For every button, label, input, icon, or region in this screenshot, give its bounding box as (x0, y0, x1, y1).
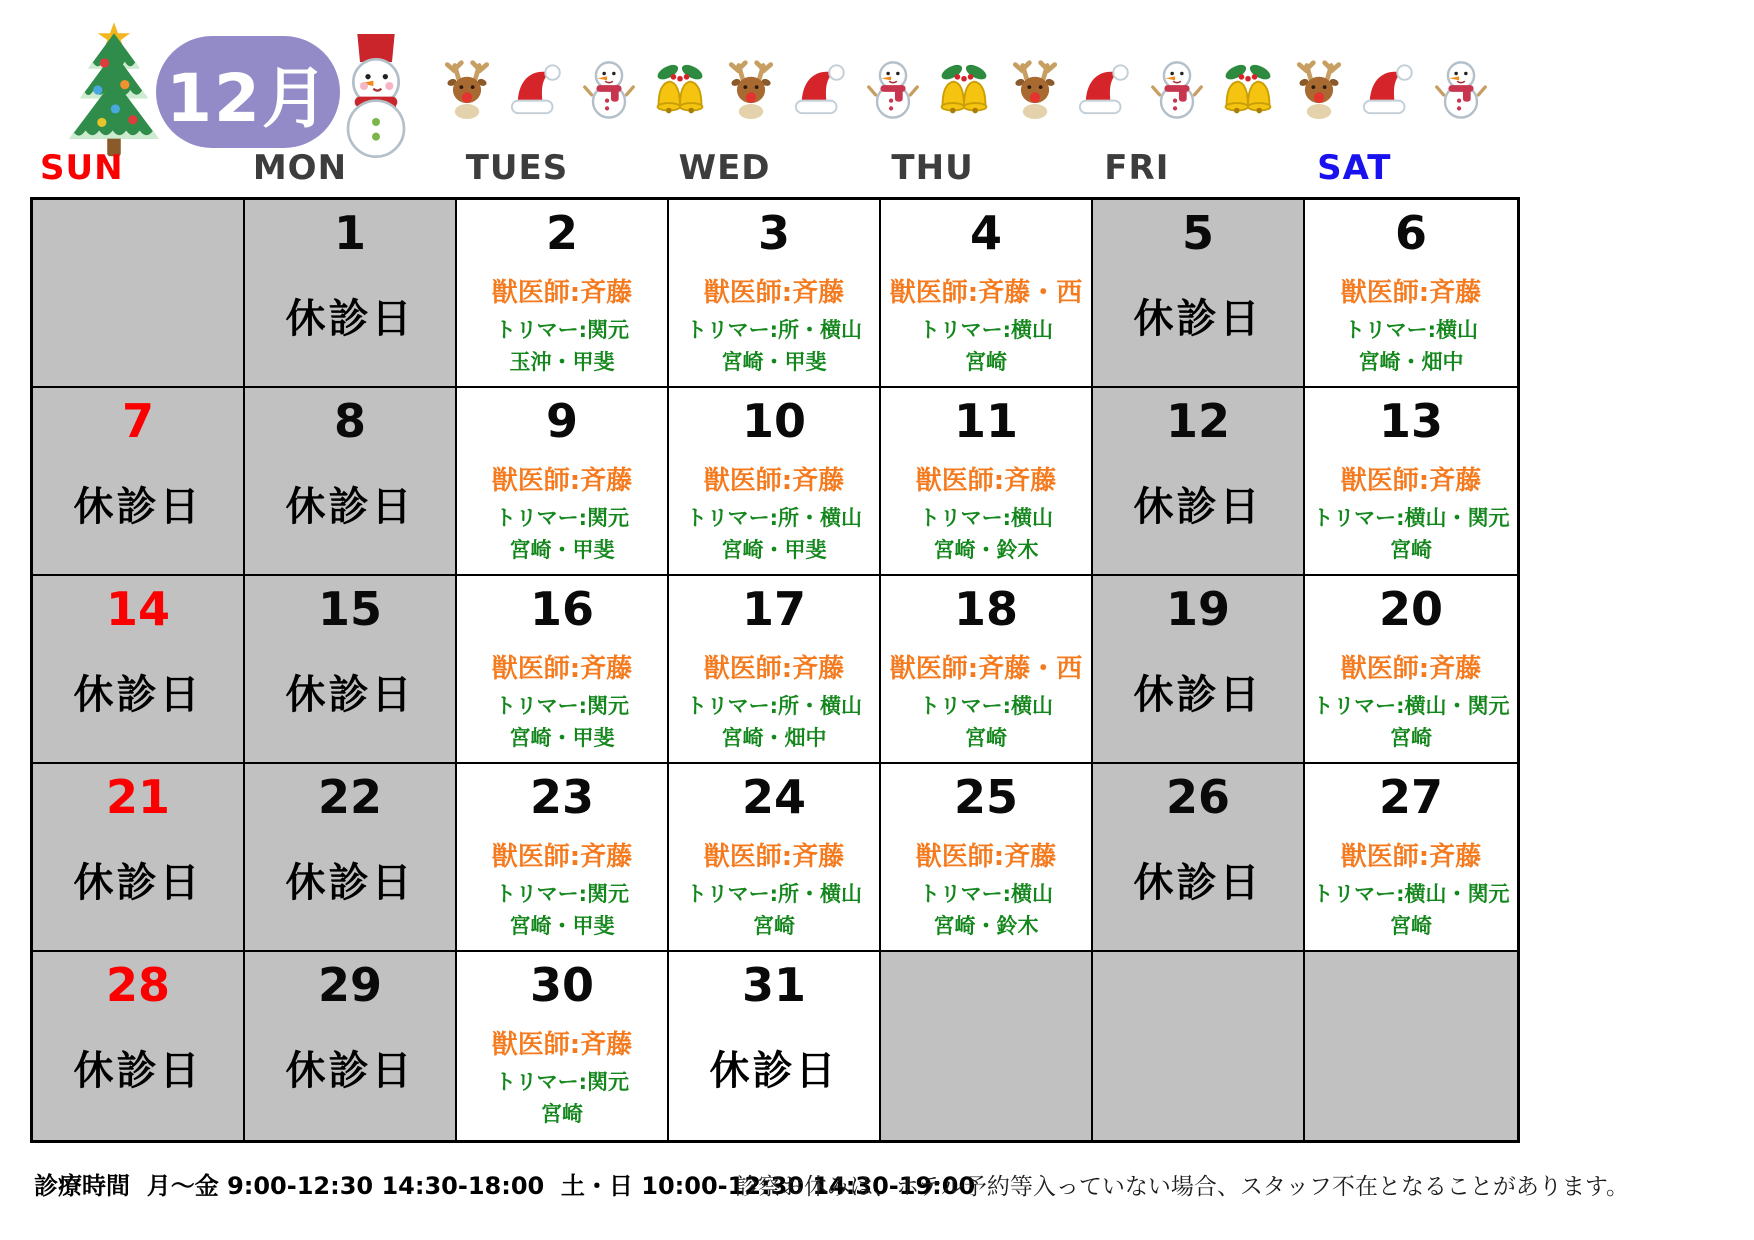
calendar-day-cell (1093, 200, 1305, 388)
day-number: 30 (529, 958, 594, 1012)
santa-hat-icon (1361, 58, 1419, 120)
trimmer-extra-line: 宮崎 (1390, 538, 1432, 562)
santa-hat-icon (509, 58, 567, 120)
trimmer-extra-line: 宮崎 (1390, 726, 1432, 750)
trimmer-line: トリマー:横山 (919, 506, 1053, 530)
day-number: 29 (317, 958, 382, 1012)
christmas-bells-icon (935, 58, 993, 120)
trimmer-extra-line: 宮崎・鈴木 (933, 538, 1039, 562)
trimmer-extra-line: 宮崎・鈴木 (933, 914, 1039, 938)
calendar-day-cell (669, 200, 881, 388)
day-number: 31 (741, 958, 806, 1012)
trimmer-extra-line: 玉沖・甲斐 (509, 350, 615, 374)
snowman-icon (580, 58, 638, 120)
day-number: 5 (1181, 206, 1214, 260)
christmas-bells-icon (651, 58, 709, 120)
calendar-day-cell (881, 388, 1093, 576)
calendar-day-cell (1305, 576, 1517, 764)
calendar-day-cell (245, 576, 457, 764)
vet-line: 獣医師:斉藤・西 (889, 278, 1083, 308)
calendar-day-cell (1093, 764, 1305, 952)
trimmer-extra-line: 宮崎 (965, 350, 1007, 374)
day-number: 18 (953, 582, 1018, 636)
closed-label: 休診日 (73, 860, 203, 906)
trimmer-line: トリマー:所・横山 (686, 506, 862, 530)
weekday-label-sat: SAT (1317, 148, 1392, 188)
snowman-icon (1432, 58, 1490, 120)
day-number: 25 (953, 770, 1018, 824)
day-number: 14 (105, 582, 170, 636)
trimmer-extra-line: 宮崎・甲斐 (509, 726, 615, 750)
vet-line: 獣医師:斉藤 (1340, 842, 1482, 872)
day-number: 7 (121, 394, 154, 448)
calendar-day-cell (457, 764, 669, 952)
weekday-label-fri: FRI (1104, 148, 1170, 188)
day-number: 20 (1378, 582, 1443, 636)
day-number: 24 (741, 770, 806, 824)
weekday-label-mon: MON (252, 148, 348, 188)
calendar-day-cell (1305, 200, 1517, 388)
reindeer-icon (722, 58, 780, 120)
calendar-grid (30, 197, 1520, 1143)
calendar-day-cell (1305, 388, 1517, 576)
closed-label: 休診日 (285, 860, 415, 906)
vet-line: 獣医師:斉藤 (703, 466, 845, 496)
vet-line: 獣医師:斉藤 (1340, 654, 1482, 684)
calendar-day-cell (1093, 388, 1305, 576)
calendar-day-cell (1305, 952, 1517, 1140)
trimmer-line: トリマー:横山・関元 (1312, 506, 1510, 530)
day-number: 2 (545, 206, 578, 260)
vet-line: 獣医師:斉藤 (1340, 278, 1482, 308)
closed-label: 休診日 (73, 1048, 203, 1094)
trimmer-line: トリマー:関元 (495, 1070, 629, 1094)
calendar-day-cell (457, 200, 669, 388)
vet-line: 獣医師:斉藤 (491, 278, 633, 308)
day-number: 11 (953, 394, 1018, 448)
snowman-icon (864, 58, 922, 120)
snowman-icon (1148, 58, 1206, 120)
weekday-label-wed: WED (678, 148, 771, 188)
day-number: 9 (545, 394, 578, 448)
day-number: 19 (1165, 582, 1230, 636)
trimmer-extra-line: 宮崎・甲斐 (721, 538, 827, 562)
calendar-day-cell (457, 388, 669, 576)
closed-label: 休診日 (1133, 860, 1263, 906)
trimmer-line: トリマー:横山 (919, 882, 1053, 906)
trimmer-line: トリマー:所・横山 (686, 694, 862, 718)
calendar-day-cell (669, 576, 881, 764)
vet-line: 獣医師:斉藤 (491, 466, 633, 496)
trimmer-line: トリマー:横山・関元 (1312, 882, 1510, 906)
closed-label: 休診日 (285, 484, 415, 530)
closed-label: 休診日 (1133, 484, 1263, 530)
trimmer-line: トリマー:横山・関元 (1312, 694, 1510, 718)
day-number: 22 (317, 770, 382, 824)
day-number: 23 (529, 770, 594, 824)
trimmer-extra-line: 宮崎・畑中 (721, 726, 827, 750)
day-number: 1 (333, 206, 366, 260)
calendar-day-cell (33, 952, 245, 1140)
calendar-day-cell (245, 764, 457, 952)
day-number: 16 (529, 582, 594, 636)
closed-label: 休診日 (709, 1048, 839, 1094)
month-badge (156, 36, 340, 148)
clinic-hours-text: 診療時間 月〜金 9:00-12:30 14:30-18:00 土・日 10:00-12:30 14:30-19:00 (34, 1172, 976, 1200)
trimmer-extra-line: 宮崎・畑中 (1358, 350, 1464, 374)
calendar-day-cell (881, 764, 1093, 952)
santa-hat-icon (793, 58, 851, 120)
trimmer-line: トリマー:所・横山 (686, 882, 862, 906)
day-number: 6 (1394, 206, 1427, 260)
snowman-decoration-icon (330, 30, 422, 158)
vet-line: 獣医師:斉藤 (491, 654, 633, 684)
calendar-day-cell (33, 576, 245, 764)
closed-label: 休診日 (285, 1048, 415, 1094)
trimmer-line: トリマー:関元 (495, 506, 629, 530)
day-number: 10 (741, 394, 806, 448)
calendar-day-cell (33, 764, 245, 952)
closed-label: 休診日 (285, 296, 415, 342)
vet-line: 獣医師:斉藤 (915, 842, 1057, 872)
trimmer-line: トリマー:横山 (919, 318, 1053, 342)
calendar-day-cell (881, 952, 1093, 1140)
trimmer-extra-line: 宮崎・甲斐 (721, 350, 827, 374)
trimmer-extra-line: 宮崎・甲斐 (509, 538, 615, 562)
reindeer-icon (1290, 58, 1348, 120)
calendar-day-cell (881, 200, 1093, 388)
calendar-day-cell (245, 200, 457, 388)
trimmer-extra-line: 宮崎 (541, 1102, 583, 1126)
vet-line: 獣医師:斉藤 (491, 842, 633, 872)
vet-line: 獣医師:斉藤 (915, 466, 1057, 496)
calendar-day-cell (669, 764, 881, 952)
vet-line: 獣医師:斉藤・西 (889, 654, 1083, 684)
day-number: 21 (105, 770, 170, 824)
vet-line: 獣医師:斉藤 (1340, 466, 1482, 496)
trimmer-line: トリマー:関元 (495, 882, 629, 906)
trimmer-line: トリマー:所・横山 (686, 318, 862, 342)
calendar-day-cell (881, 576, 1093, 764)
day-number: 12 (1165, 394, 1230, 448)
closed-label: 休診日 (1133, 672, 1263, 718)
calendar-day-cell (1093, 576, 1305, 764)
day-number: 13 (1378, 394, 1443, 448)
reindeer-icon (1006, 58, 1064, 120)
santa-hat-icon (1077, 58, 1135, 120)
closure-note-text: 診察お休みは、ホテル予約等入っていない場合、スタッフ不在となることがあります。 (735, 1174, 1630, 1200)
calendar-day-cell (33, 388, 245, 576)
closed-label: 休診日 (1133, 296, 1263, 342)
trimmer-extra-line: 宮崎 (965, 726, 1007, 750)
reindeer-icon (438, 58, 496, 120)
trimmer-extra-line: 宮崎 (753, 914, 795, 938)
calendar-day-cell (669, 388, 881, 576)
day-number: 28 (105, 958, 170, 1012)
trimmer-line: トリマー:横山 (1344, 318, 1478, 342)
day-number: 15 (317, 582, 382, 636)
calendar-day-cell (245, 388, 457, 576)
closed-label: 休診日 (73, 484, 203, 530)
weekday-label-thu: THU (891, 148, 974, 188)
calendar-day-cell (669, 952, 881, 1140)
calendar-day-cell (1093, 952, 1305, 1140)
trimmer-extra-line: 宮崎 (1390, 914, 1432, 938)
day-number: 3 (757, 206, 790, 260)
calendar-day-cell (1305, 764, 1517, 952)
day-number: 8 (333, 394, 366, 448)
trimmer-line: トリマー:横山 (919, 694, 1053, 718)
trimmer-extra-line: 宮崎・甲斐 (509, 914, 615, 938)
icon-strip (438, 58, 1498, 120)
weekday-label-sun: SUN (40, 148, 124, 188)
day-number: 26 (1165, 770, 1230, 824)
closed-label: 休診日 (73, 672, 203, 718)
weekday-label-tues: TUES (465, 148, 569, 188)
calendar-day-cell (457, 952, 669, 1140)
trimmer-line: トリマー:関元 (495, 318, 629, 342)
christmas-tree-icon (64, 22, 164, 158)
month-label: 12月 (166, 59, 330, 137)
day-number: 27 (1378, 770, 1443, 824)
trimmer-line: トリマー:関元 (495, 694, 629, 718)
vet-line: 獣医師:斉藤 (703, 654, 845, 684)
day-number: 17 (741, 582, 806, 636)
vet-line: 獣医師:斉藤 (703, 842, 845, 872)
calendar-day-cell (457, 576, 669, 764)
day-number: 4 (969, 206, 1002, 260)
calendar-day-cell (245, 952, 457, 1140)
closed-label: 休診日 (285, 672, 415, 718)
calendar-day-cell (33, 200, 245, 388)
christmas-bells-icon (1219, 58, 1277, 120)
weekday-header-row (30, 148, 1520, 188)
vet-line: 獣医師:斉藤 (703, 278, 845, 308)
vet-line: 獣医師:斉藤 (491, 1030, 633, 1060)
